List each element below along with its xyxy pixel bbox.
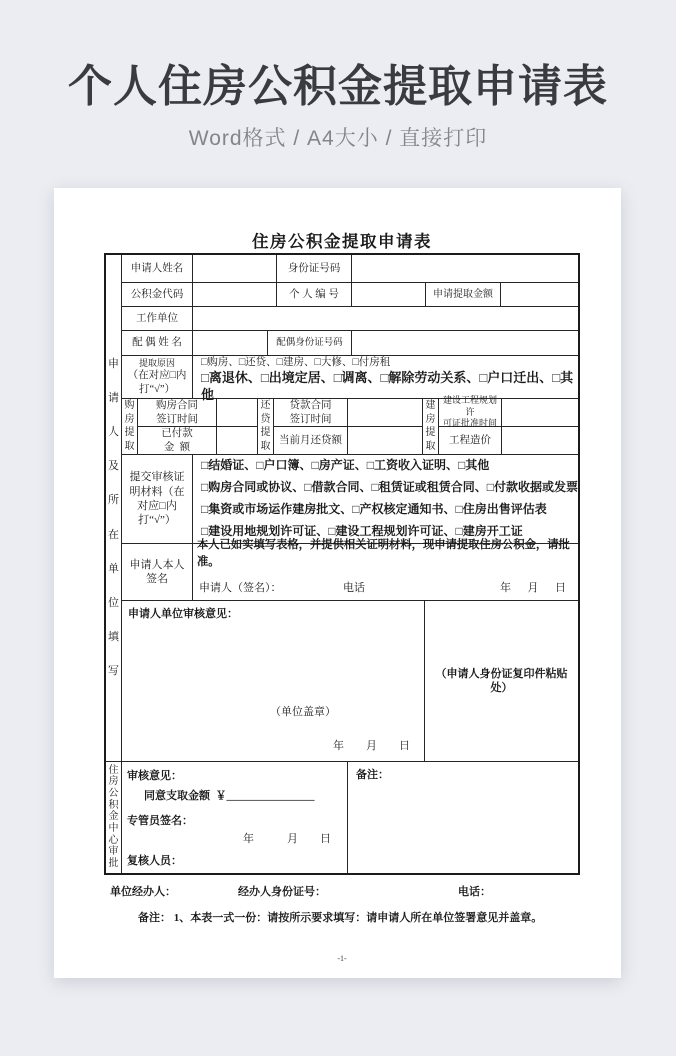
field-spouse-id [352,331,578,356]
unit-agent-label: 单位经办人： [110,886,176,898]
unit-review-title: 申请人单位审核意见： [128,608,238,620]
label-id-number: 身份证号码 [277,255,352,283]
label-project-cost: 工程造价 [439,427,502,455]
field-monthly-repayment [348,427,423,455]
applicant-statement: 本人已如实填写表格，并提供相关证明材料，现申请提取住房公积金，请批准。 [197,539,570,568]
unit-stamp-placeholder: （单位盖章） [270,706,336,718]
remark-cell [348,762,578,873]
paid-amount-line1: 已付款 [161,427,193,439]
label-fund-code: 公积金代码 [122,283,193,307]
label-paid-amount [138,427,217,455]
agent-id-label: 经办人身份证号： [238,886,326,898]
label-applicant-signature [122,544,193,601]
label-withdraw-amount: 申请提取金额 [426,283,501,307]
unit-review-date: 年 月 日 [333,739,410,752]
application-form-table [106,255,578,873]
center-review-manager-sign: 专管员签名： [127,815,193,827]
materials-options [193,455,578,544]
field-purchase-contract-date [217,399,258,427]
side-header-applicant-section: 申 请 人 及 所 在 单 位 填 写 [106,255,122,762]
side-label-loan-withdraw: 还 贷 提 取 [258,399,274,455]
field-withdraw-amount [501,283,578,307]
label-loan-contract-date [274,399,348,427]
label-withdraw-reason-hint: （在对应□内打“√”） [127,370,187,395]
field-build-permit-date [502,399,578,427]
agent-phone-label: 电话： [458,886,491,898]
center-review-date: 年 月 日 [243,833,331,845]
side-header-center-section: 住 房 公 积 金 中 心 审 批 [106,762,122,873]
build-permit-line2: 可证批准时间 [442,418,497,429]
page-number: -1- [337,954,347,963]
label-spouse-id: 配偶身份证号码 [268,331,352,356]
purchase-contract-line1: 购房合同 [156,399,198,411]
center-review-cell [122,762,348,873]
center-review-checker: 复核人员： [127,855,182,867]
label-work-unit: 工作单位 [122,307,193,331]
field-applicant-name [193,255,277,283]
label-applicant-signature-text: 申请人本人签名 [129,558,185,585]
label-spouse-name: 配 偶 姓 名 [122,331,193,356]
field-work-unit [193,307,578,331]
sign-name-label: 申请人（签名）： [199,581,282,594]
label-materials-text: 提交审核证明材料（在对应□内打“√”） [129,471,185,527]
field-paid-amount [217,427,258,455]
center-review-agree-amount: 同意支取金额 ￥________________ [144,790,315,802]
sign-phone-label: 电话 [343,581,365,594]
page-subtitle: Word格式 / A4大小 / 直接打印 [188,126,488,150]
side-label-build-withdraw: 建 房 提 取 [423,399,439,455]
field-id-number [352,255,578,283]
remark-label: 备注： [356,769,389,781]
center-review-opinion: 审核意见： [127,770,182,782]
label-materials [122,455,193,544]
signature-area [193,539,578,601]
reason-options-line1: □购房、□还贷、□建房、□大修、□付房租 [201,357,391,368]
field-fund-code [193,283,277,307]
build-permit-line1: 建设工程规划许 [442,394,497,417]
sign-date-label: 年 月 日 [500,581,566,594]
label-monthly-repayment: 当前月还贷额 [274,427,348,455]
form-note: 备注： 1、本表一式一份：请按所示要求填写：请申请人所在单位签署意见并盖章。 [138,912,543,924]
purchase-contract-line2: 签订时间 [156,413,198,425]
side-label-purchase-withdraw: 购 房 提 取 [122,399,138,455]
materials-line4: □建设用地规划许可证、□建设工程规划许可证、□建房开工证 [201,524,523,539]
form-title: 住房公积金提取申请表 [252,232,432,251]
label-purchase-contract-date [138,399,217,427]
page-title: 个人住房公积金提取申请表 [68,62,608,111]
materials-line1: □结婚证、□户口簿、□房产证、□工资收入证明、□其他 [201,458,490,473]
hero-banner [0,0,676,152]
field-project-cost [502,427,578,455]
label-applicant-name: 申请人姓名 [122,255,193,283]
loan-contract-line1: 贷款合同 [289,399,332,411]
label-personal-number: 个 人 编 号 [277,283,352,307]
materials-line3: □集资或市场运作建房批文、□产权核定通知书、□住房出售评估表 [201,502,547,517]
label-withdraw-reason-text: 提取原因 [138,357,175,368]
field-spouse-name [193,331,268,356]
id-copy-paste-area: （申请人身份证复印件粘贴处） [425,601,578,762]
field-personal-number [352,283,426,307]
field-loan-contract-date [348,399,423,427]
label-withdraw-reason [122,356,193,399]
reason-options-line2: □离退休、□出境定居、□调离、□解除劳动关系、□户口迁出、□其他 [201,369,574,402]
paid-amount-line2: 金 额 [163,441,191,453]
document-page [54,188,621,978]
label-build-permit-date [439,394,502,429]
unit-review-cell [122,601,425,762]
withdraw-reason-options [193,356,578,402]
materials-line2: □购房合同或协议、□借款合同、□租赁证或租赁合同、□付款收据或发票 [201,480,578,495]
loan-contract-line2: 签订时间 [289,413,332,425]
